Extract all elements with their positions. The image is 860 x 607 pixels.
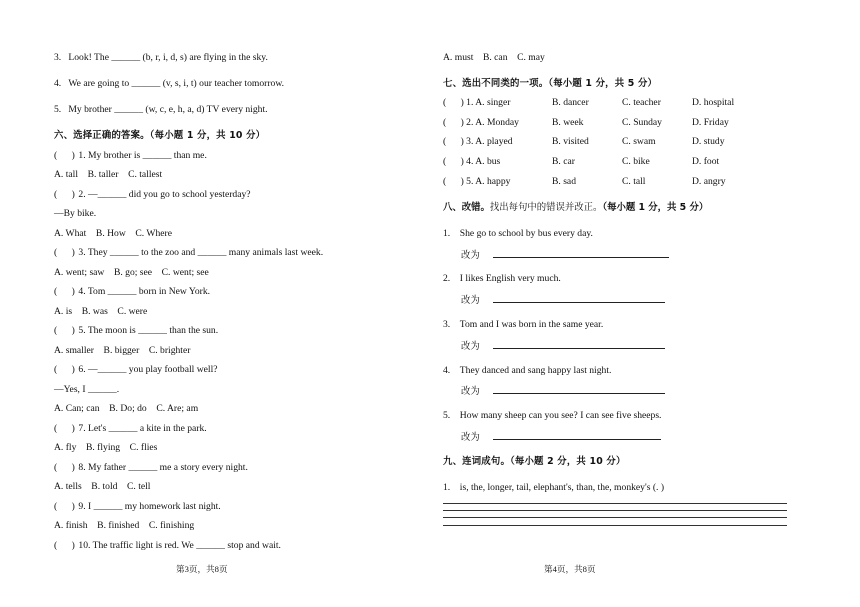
odd-option-a: ( ) 4. A. bus (443, 156, 501, 167)
answer-paren[interactable]: ( ) (54, 364, 75, 375)
correction-sentence-1: 1. She go to school by bus every day. (443, 228, 593, 239)
odd-option-c: C. bike (622, 156, 650, 167)
question-text: 6. —______ you play football well? (78, 364, 218, 375)
mc-response-2: —By bike. (54, 208, 97, 219)
answer-paren[interactable]: ( ) (54, 325, 75, 336)
mc-options-1: A. tall B. taller C. tallest (54, 169, 163, 180)
question-text: 2. —______ did you go to school yesterday? (78, 189, 251, 200)
question-text: 1. My brother is ______ than me. (78, 150, 207, 161)
writing-line[interactable] (443, 510, 787, 511)
section-8-score: （每小题 1 分，共 5 分） (602, 202, 709, 213)
correction-answer-row-2 (461, 293, 665, 307)
correction-label: 改为 (461, 295, 480, 306)
mc-question-8 (54, 462, 248, 474)
question-text: 9. I ______ my homework last night. (78, 501, 221, 512)
mc-question-6 (54, 364, 218, 376)
question-text: 10. The traffic light is red. We ______ stop and wait. (78, 540, 281, 551)
correction-answer-line[interactable] (493, 293, 665, 303)
section-7-title: 七、选出不同类的一项。（每小题 1 分，共 5 分） (443, 78, 658, 89)
correction-label: 改为 (461, 341, 480, 352)
odd-option-a: ( ) 5. A. happy (443, 176, 511, 187)
mc-options-8: A. tells B. told C. tell (54, 481, 151, 492)
odd-option-b: B. car (552, 156, 575, 167)
question-text: 7. Let's ______ a kite in the park. (78, 423, 207, 434)
correction-label: 改为 (461, 250, 480, 261)
question-text: 5. The moon is ______ than the sun. (78, 325, 219, 336)
page-footer: 第3页，共8页 (176, 564, 228, 574)
answer-paren[interactable]: ( ) (54, 423, 75, 434)
odd-option-a: ( ) 3. A. played (443, 136, 513, 147)
odd-option-d: D. hospital (692, 97, 735, 108)
section-9-title: 九、连词成句。（每小题 2 分，共 10 分） (443, 456, 626, 467)
mc-question-2 (54, 189, 251, 201)
correction-sentence-2: 2. I likes English very much. (443, 273, 561, 284)
correction-label: 改为 (461, 386, 480, 397)
odd-option-b: B. visited (552, 136, 589, 147)
correction-sentence-5: 5. How many sheep can you see? I can see five sheeps. (443, 410, 662, 421)
odd-option-c: C. Sunday (622, 117, 662, 128)
answer-paren[interactable]: ( ) (54, 540, 75, 551)
answer-paren[interactable]: ( ) (54, 501, 75, 512)
mc-question-5 (54, 325, 218, 337)
mc-question-9 (54, 501, 221, 513)
writing-line[interactable] (443, 503, 787, 504)
spelling-question-3: 3. Look! The ______ (b, r, i, d, s) are flying in the sky. (54, 52, 268, 63)
mc-options-2: A. What B. How C. Where (54, 228, 172, 239)
mc-question-10 (54, 540, 281, 552)
answer-paren[interactable]: ( ) (54, 286, 75, 297)
correction-answer-row-5 (461, 430, 661, 444)
correction-answer-line[interactable] (493, 339, 665, 349)
right-page (430, 0, 860, 607)
odd-option-a: ( ) 2. A. Monday (443, 117, 519, 128)
odd-option-b: B. week (552, 117, 584, 128)
mc-question-4 (54, 286, 210, 298)
mc-options-7: A. fly B. flying C. flies (54, 442, 158, 453)
section-8-title (443, 202, 708, 214)
answer-paren[interactable]: ( ) (54, 189, 75, 200)
question-text: 4. Tom ______ born in New York. (78, 286, 211, 297)
answer-paren[interactable]: ( ) (54, 247, 75, 258)
mc-question-1 (54, 150, 207, 162)
spelling-question-5: 5. My brother ______ (w, c, e, h, a, d) TV every night. (54, 104, 268, 115)
mc-options-4: A. is B. was C. were (54, 306, 148, 317)
mc-options-3: A. went; saw B. go; see C. went; see (54, 267, 209, 278)
section-8-instruction: 找出每句中的错误并改正。 (489, 202, 603, 213)
mc-question-3 (54, 247, 323, 259)
correction-answer-line[interactable] (493, 430, 661, 440)
page-footer: 第4页，共8页 (544, 564, 596, 574)
odd-option-c: C. swam (622, 136, 656, 147)
writing-line[interactable] (443, 525, 787, 526)
question-text: 3. They ______ to the zoo and ______ many animals last week. (78, 247, 324, 258)
odd-option-b: B. dancer (552, 97, 589, 108)
mc-response-6: —Yes, I ______. (54, 384, 120, 395)
correction-sentence-4: 4. They danced and sang happy last night. (443, 365, 612, 376)
odd-option-d: D. study (692, 136, 725, 147)
answer-paren[interactable]: ( ) (54, 462, 75, 473)
mc-options-9: A. finish B. finished C. finishing (54, 520, 195, 531)
section-8-title-number: 八、改错。 (443, 202, 490, 213)
correction-label: 改为 (461, 432, 480, 443)
correction-answer-line[interactable] (493, 384, 665, 394)
mc-question-7 (54, 423, 207, 435)
correction-sentence-3: 3. Tom and I was born in the same year. (443, 319, 604, 330)
correction-answer-line[interactable] (493, 248, 669, 258)
mc-options-6: A. Can; can B. Do; do C. Are; am (54, 403, 199, 414)
odd-option-b: B. sad (552, 176, 576, 187)
odd-option-c: C. tall (622, 176, 646, 187)
odd-option-a: ( ) 1. A. singer (443, 97, 511, 108)
mc-options-10: A. must B. can C. may (443, 52, 545, 63)
word-order-question-1: 1. is, the, longer, tail, elephant's, than, the, monkey's (. ) (443, 482, 665, 493)
odd-option-d: D. foot (692, 156, 720, 167)
question-text: 8. My father ______ me a story every night. (78, 462, 248, 473)
odd-option-d: D. Friday (692, 117, 729, 128)
spelling-question-4: 4. We are going to ______ (v, s, i, t) our teacher tomorrow. (54, 78, 285, 89)
correction-answer-row-3 (461, 339, 665, 353)
odd-option-d: D. angry (692, 176, 726, 187)
correction-answer-row-1 (461, 248, 669, 262)
mc-options-5: A. smaller B. bigger C. brighter (54, 345, 191, 356)
correction-answer-row-4 (461, 384, 665, 398)
odd-option-c: C. teacher (622, 97, 661, 108)
section-6-title: 六、选择正确的答案。（每小题 1 分，共 10 分） (54, 130, 266, 141)
answer-paren[interactable]: ( ) (54, 150, 75, 161)
writing-line[interactable] (443, 517, 787, 518)
